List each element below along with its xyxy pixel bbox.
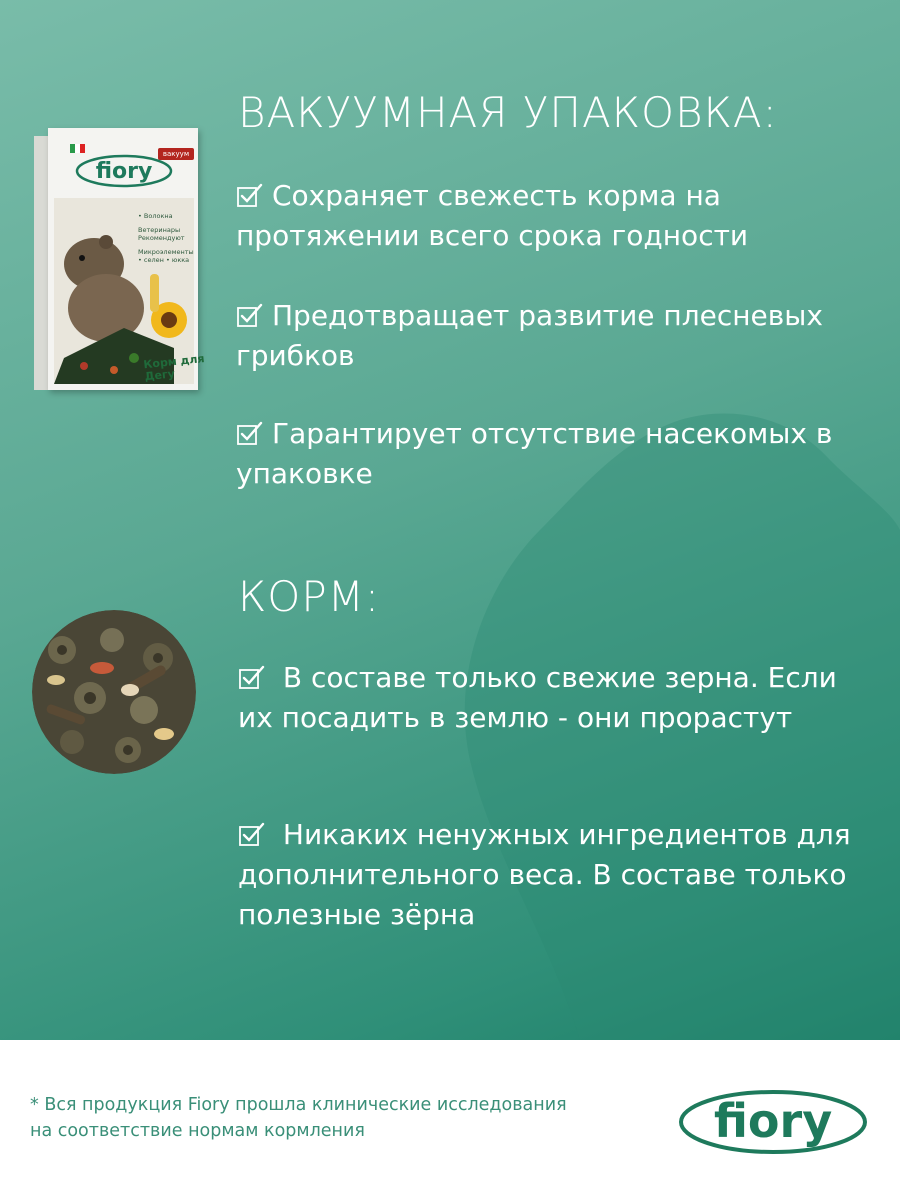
check-icon — [236, 420, 264, 446]
footer — [0, 1040, 900, 1200]
check-icon — [238, 664, 266, 690]
food-point-2 — [238, 815, 858, 935]
food-point-text: Никаких ненужных ингредиентов для дополнительного веса. В составе только полезные зёрна — [238, 818, 851, 931]
vacuum-heading: ВАКУУМНАЯ УПАКОВКА: — [238, 88, 778, 137]
package-product-name: Корм для Дегу — [142, 352, 206, 384]
package-notes — [138, 212, 198, 270]
fiory-logo — [676, 1080, 870, 1160]
vacuum-point-text: Предотвращает развитие плесневых грибков — [236, 299, 823, 372]
vacuum-point-1 — [236, 176, 876, 256]
package-note: Ветеринары Рекомендуют — [138, 226, 185, 242]
food-heading: КОРМ: — [238, 572, 381, 621]
food-point-1 — [238, 658, 858, 738]
food-pellets-photo — [32, 610, 196, 774]
package-front — [48, 128, 206, 390]
vacuum-point-2 — [236, 296, 876, 376]
food-point-text: В составе только свежие зерна. Если их посадить в землю - они прорастут — [238, 661, 837, 734]
check-icon — [238, 821, 266, 847]
footnote: * Вся продукция Fiory прошла клинические исследования на соответствие нормам кормления — [30, 1095, 567, 1141]
product-package — [34, 128, 206, 390]
fiory-logo-text: fiory — [713, 1094, 833, 1148]
package-side — [34, 136, 48, 390]
vacuum-point-3 — [236, 414, 876, 494]
package-brand-text: fiory — [95, 159, 153, 184]
check-icon — [236, 302, 264, 328]
check-icon — [236, 182, 264, 208]
vacuum-badge: вакуум — [158, 148, 194, 160]
package-note: • Волокна — [138, 212, 173, 220]
package-brand-logo — [74, 152, 174, 188]
package-note: Микроэлементы • селен • юкка — [138, 248, 194, 264]
vacuum-point-text: Гарантирует отсутствие насекомых в упаковке — [236, 417, 833, 490]
vacuum-point-text: Сохраняет свежесть корма на протяжении всего срока годности — [236, 179, 749, 252]
italy-flag-icon — [70, 138, 86, 147]
